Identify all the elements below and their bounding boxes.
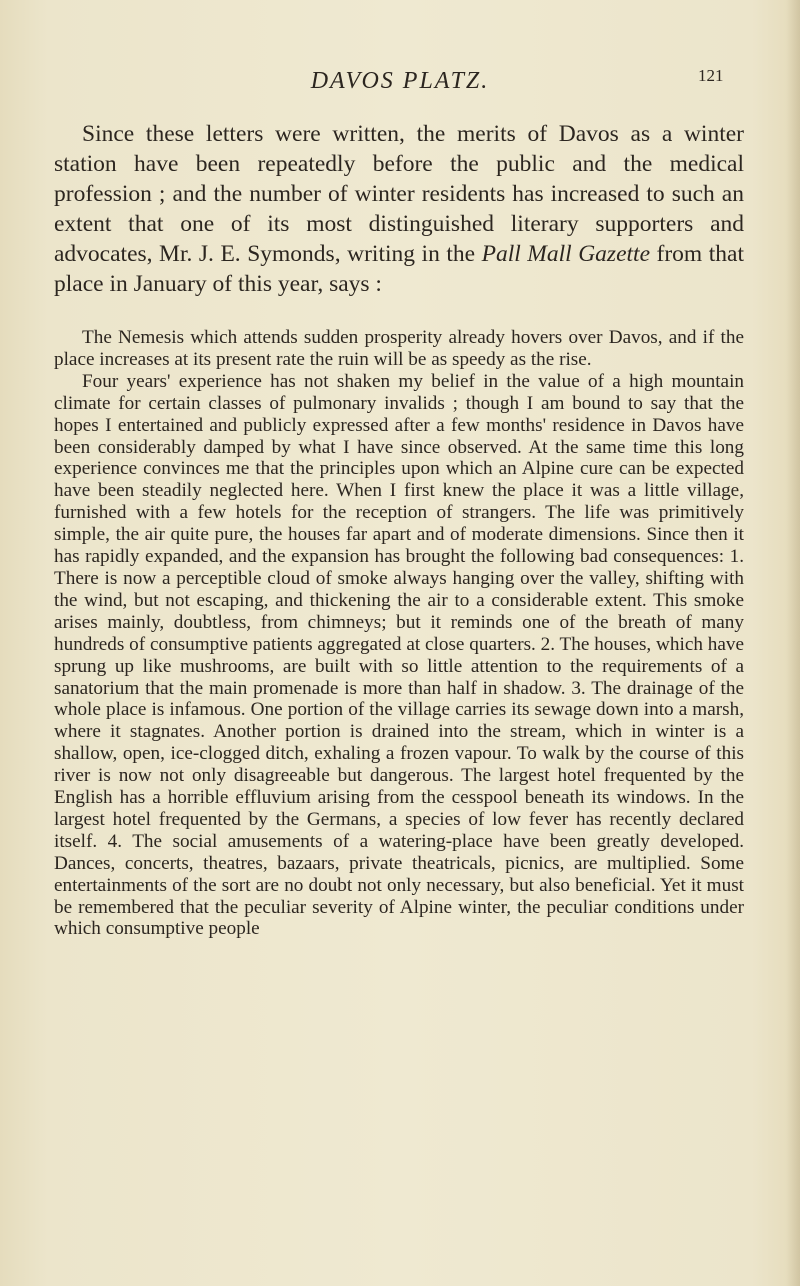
page-edge-shadow (786, 0, 800, 1286)
page-number: 121 (698, 66, 724, 85)
intro-text-after: from that place in January of this year, says : (54, 241, 744, 297)
block-quote (54, 327, 744, 940)
intro-paragraph (54, 119, 744, 299)
publication-title: Pall Mall Gazette (481, 241, 650, 267)
running-head: DAVOS PLATZ. (310, 68, 490, 94)
quote-paragraph-2: Four years' experience has not shaken my belief in the value of a high mountain climate for certain classes of pulmonary invalids ; though I am bound to say that the hopes I entertained and publicly expressed after a few months' residence in Davos have been considerably damped by what I have since observed. At the same time this long experience convinces me that the principles upon which an Alpine cure can be expected have been steadily neglected here. When I first knew the place it was a little village, furnished with a few hotels for the reception of strangers. The life was primitively simple, the air quite pure, the houses far apart and of moderate dimensions. Since then it has rapidly expanded, and the expansion has brought the following bad consequences: 1. There is now a perceptible cloud of smoke always hanging over the valley, shifting with the wind, but not escaping, and thickening the air to a considerable extent. This smoke arises mainly, doubtless, from chimneys; but it reminds one of the breath of many hundreds of consumptive patients aggregated at close quarters. 2. The houses, which have sprung up like mushrooms, are built with so little attention to the requirements of a sanatorium that the main promenade is more than half in shadow. 3. The drainage of the whole place is infamous. One portion of the village carries its sewage down into a marsh, where it stagnates. Another portion is drained into the stream, which in winter is a shallow, open, ice-clogged ditch, exhaling a frozen vapour. To walk by the course of this river is now not only disagreeable but dangerous. The largest hotel frequented by the English has a horrible effluvium arising from the cesspool beneath its windows. In the largest hotel frequented by the Germans, a species of low fever has recently declared itself. 4. The social amusements of a watering-place have been greatly developed. Dances, concerts, theatres, bazaars, private theatricals, picnics, are multiplied. Some entertainments of the sort are no doubt not only necessary, but also beneficial. Yet it must be remembered that the peculiar severity of Alpine winter, the peculiar conditions under which consumptive people (54, 370, 744, 940)
quote-paragraph-1: The Nemesis which attends sudden prosperity already hovers over Davos, and if the place increases at its present rate the ruin will be as speedy as the rise. (54, 327, 744, 370)
intro-text-before: Since these letters were written, the merits of Davos as a winter station have been repeatedly before the public and the medical profession ; and the number of winter residents has increased to such an extent that one of its most distinguished literary supporters and advocates, Mr. J. E. Symonds, writing in the (54, 121, 744, 267)
